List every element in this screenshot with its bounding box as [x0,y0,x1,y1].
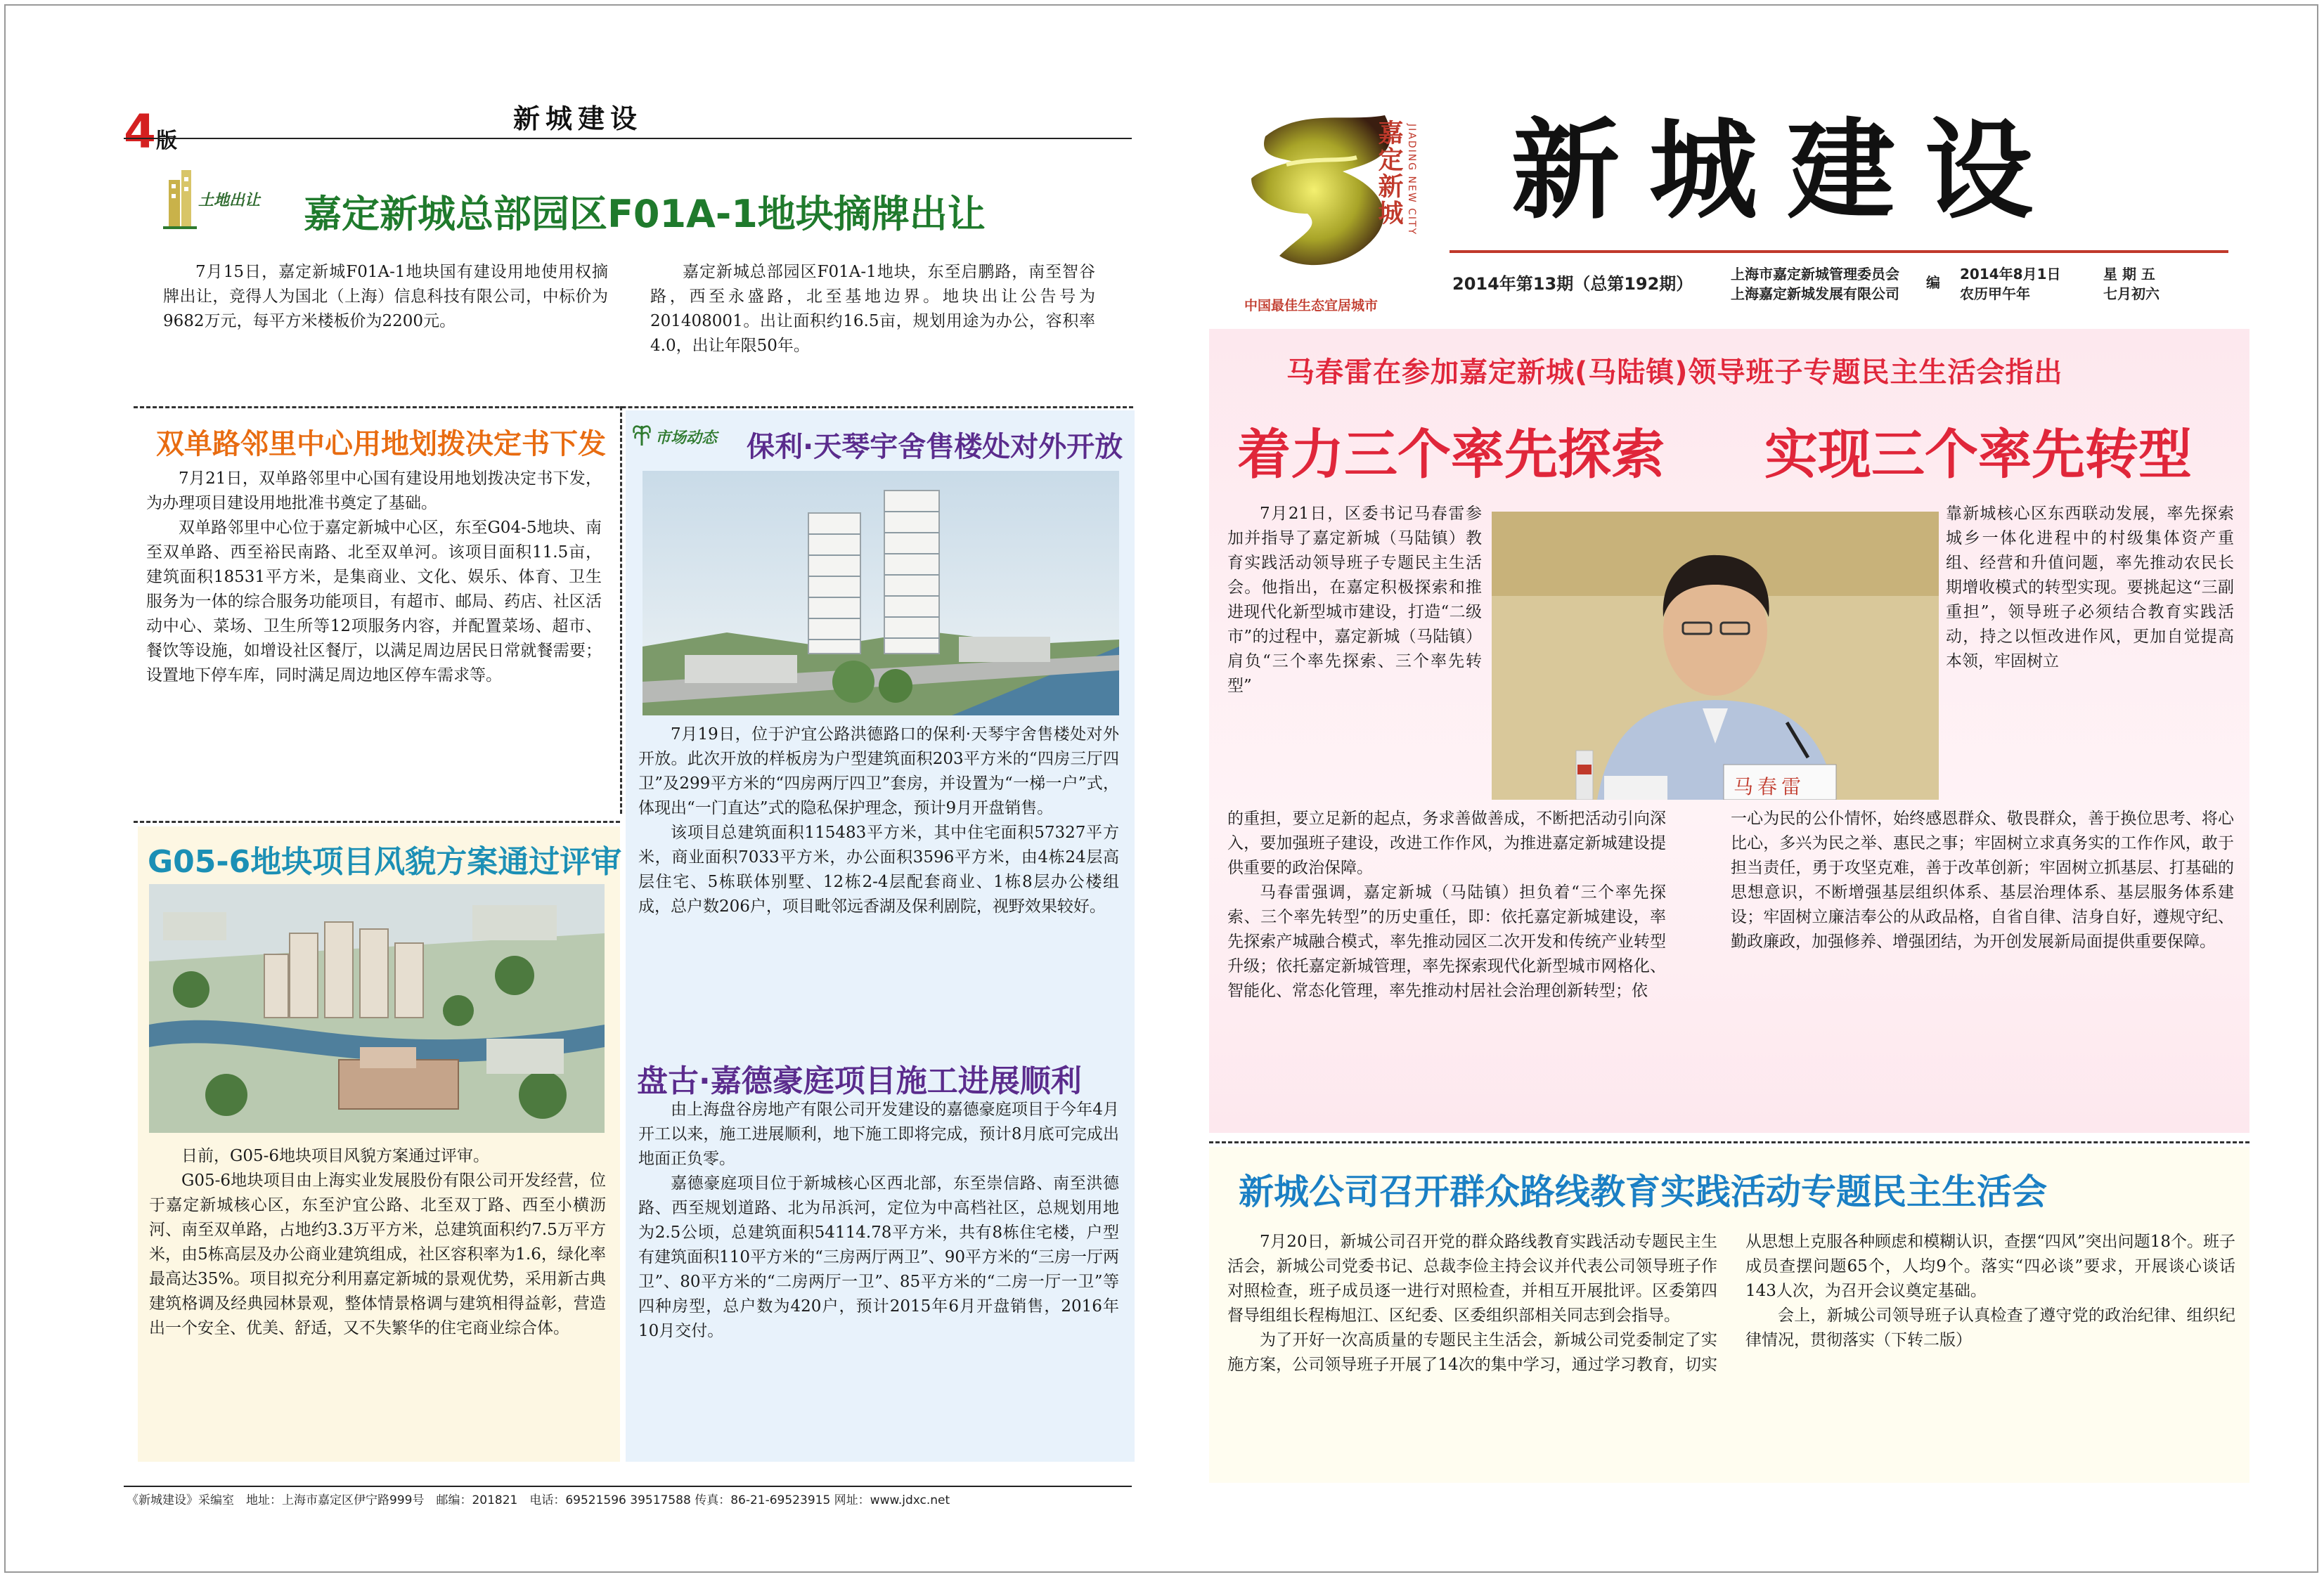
article3-body [638,722,1119,919]
lead-headline-left: 着力三个率先探索 [1237,423,1665,486]
second-paragraph: 会上，新城公司领导班子认真检查了遵守党的政治纪律、组织纪律情况，贯彻落实（下转二版） [1745,1306,2235,1349]
second-paragraph: 7月20日，新城公司召开党的群众路线教育实践活动专题民主生活会，新城公司党委书记、总裁李俭主持会议并代表公司领导班子作对照检查，班子成员逐一进行对照检查，并相互开展批评。区委第四督导组组长程梅旭江、区纪委、区委组织部相关同志到会指导。 [1227,1233,1717,1325]
ma-chunlei-photo [1492,512,1939,800]
article5-paragraph: 嘉德豪庭项目位于新城核心区西北部，东至崇信路、南至洪德路、西至规划道路、北为吊浜河，定位为中高档社区，总规划用地为2.5公顷，总建筑面积54114.78平方米，共有8栋住宅楼，户型有建筑面积110平方米的“三房两厅两卫”、90平方米的“三房一厅两卫”、80平方米的“二房两厅一卫”、85平方米的“二房一厅一卫”等四种房型，总户数为420户，预计2015年6月开盘销售，2016年10月交付。 [638,1174,1119,1340]
jiading-newcity-logo [1237,94,1455,305]
article5-paragraph: 由上海盘谷房地产有限公司开发建设的嘉德豪庭项目于今年4月开工以来，施工进展顺利，地下施工即将完成，预计8月底可完成出地面正负零。 [638,1101,1119,1168]
article2-title: 双单路邻里中心用地划拨决定书下发 [156,428,606,460]
article3-paragraph: 7月19日，位于沪宜公路洪德路口的保利·天琴宇舍售楼处对外开放。此次开放的样板房为户型建筑面积203平方米的“四房三厅四卫”及299平方米的“四房两厅四卫”套房，并设置为“一梯一户”式，体现出“一门直达”式的隐私保护理念，预计9月开盘销售。 [638,725,1119,817]
masthead-title: 新城建设 [1511,107,2063,234]
lunar-year: 农历甲午年 [1960,285,2030,302]
second-paragraph: 为了开好一次高质量的专题民主生活会，新城公司党委制定了实施方案，公司领导班子开展了14次的集中学习，通过学习教育，切实从思想上克服各种顾虑和模糊认识，查摆“四风”突出问题18个。班子成员查摆问题65个，人均9个。落实“四必谈”要求，开展谈心谈话143人次，为召开会议奠定基础。 [1227,1233,2235,1374]
photo-nameplate: 马春雷 [1734,775,1806,798]
article4-title: G05-6地块项目风貌方案通过评审 [148,844,622,880]
issue-number: 2014年第13期（总第192期） [1452,274,1693,294]
page-4 [0,0,1153,1577]
footer-rule [124,1486,1132,1487]
article1-paragraph: 嘉定新城总部园区F01A-1地块，东至启鹏路，南至智谷路，西至永盛路，北至基地边界。地块出让公告号为201408001。出让面积约16.5亩，规划用途为办公，容积率4.0，出让年限50年。 [650,263,1095,355]
lead-paragraph: 7月21日，区委书记马春雷参加并指导了嘉定新城（马陆镇）教育实践活动领导班子专题民主生活会。他指出，在嘉定积极探索和推进现代化新型城市建设，打造“二级市”的过程中，嘉定新城（马陆镇）肩负“三个率先探索、三个率先转型” [1227,505,1482,695]
lead-col-left [1227,502,1482,699]
page-number [124,105,177,164]
page-number-unit: 版 [155,129,177,153]
editor-label: 编 [1926,274,1940,291]
divider [620,406,622,814]
running-head: 新城建设 [513,103,643,134]
article1-title: 嘉定新城总部园区F01A-1地块摘牌出让 [304,192,986,236]
page4-footer: 《新城建设》采编室 地址：上海市嘉定区伊宁路999号 邮编：201821 电话：69521596 39517588 传真：86-21-69523915 网址：www.jdxc.net [127,1493,950,1507]
lead-overline: 马春雷在参加嘉定新城(马陆镇)领导班子专题民主生活会指出 [1286,356,2063,389]
solar-date: 2014年8月1日 [1960,266,2061,283]
lead-paragraph: 马春雷强调，嘉定新城（马陆镇）担负着“三个率先探索、三个率先转型”的历史重任，即：依托嘉定新城建设，率先探索产城融合模式，率先推动园区二次开发和传统产业转型升级；依托嘉定新城管理，率先探索现代化新型城市网格化、智能化、常态化管理，率先推动村居社会治理创新转型；依 [1227,883,1666,1000]
lead-paragraph: 的重担，要立足新的起点，务求善做善成，不断把活动引向深入，要加强班子建设，改进工作作风，为推进嘉定新城建设提供重要的政治保障。 [1227,810,1666,877]
article2-body [146,467,602,688]
land-transfer-icon [163,166,197,231]
article3-title: 保利·天琴宇舍售楼处对外开放 [747,431,1123,463]
lunar-day: 七月初六 [2103,285,2160,302]
article5-title: 盘古·嘉德豪庭项目施工进展顺利 [637,1063,1082,1099]
lead-span-text [1227,807,1666,1004]
page-number-digit: 4 [124,105,156,159]
article1-paragraph: 7月15日，嘉定新城F01A-1地块国有建设用地使用权摘牌出让，竞得人为国北（上海）信息科技有限公司，中标价为9682万元，每平方米楼板价为2200元。 [163,263,608,330]
logo-latin: JIADING NEW CITY [1406,124,1417,236]
article4-paragraph: 日前，G05-6地块项目风貌方案通过评审。 [181,1147,490,1165]
page-1 [1160,0,2324,1577]
second-body [1227,1230,2235,1377]
second-headline: 新城公司召开群众路线教育实践活动专题民主生活会 [1239,1172,2047,1212]
market-news-icon [631,419,652,447]
article1-body [163,260,1095,358]
article1-kicker: 土地出让 [198,192,261,209]
publisher-1: 上海市嘉定新城管理委员会 [1731,266,1899,283]
article4-body [149,1144,606,1341]
article3-kicker: 市场动态 [655,429,718,447]
divider [134,406,1133,408]
article5-body [638,1098,1119,1344]
article3-paragraph: 该项目总建筑面积115483平方米，其中住宅面积57327平方米，商业面积7033平方米，办公面积3596平方米，由4栋24层高层住宅、5栋联体别墅、12栋2-4层配套商业、1栋8层办公楼组成，总户数206户，项目毗邻远香湖及保利剧院，视野效果较好。 [638,824,1119,916]
weekday: 星 期 五 [2103,266,2155,283]
logo-slogan: 中国最佳生态宜居城市 [1244,298,1379,313]
dateline [1450,263,2230,312]
lead-paragraph: 靠新城核心区东西联动发展，率先探索城乡一体化进程中的村级集体资产重组、经营和升值问题，率先推动农民长期增收模式的转型实现。要挑起这“三副重担”，领导班子必须结合教育实践活动，持之以恒改进作风，更加自觉提高本领，牢固树立 [1946,505,2234,670]
g05-rendering-photo [149,884,605,1133]
poly-tower-photo [643,471,1119,715]
running-head-rule [124,138,1132,139]
masthead-rule [1450,250,2228,253]
lead-headline-right: 实现三个率先转型 [1764,423,2192,486]
lead-paragraph: 一心为民的公仆情怀，始终感恩群众、敬畏群众，善于换位思考、将心比心，多兴为民之举、惠民之事；牢固树立求真务实的工作作风，敢于担当责任，勇于攻坚克难，善于改革创新；牢固树立抓基层、打基础的思想意识，不断增强基层组织体系、基层治理体系、基层服务体系建设；牢固树立廉洁奉公的从政品格，自省自律、洁身自好，遵规守纪、勤政廉政，加强修养、增强团结，为开创发展新局面提供重要保障。 [1731,810,2234,951]
lead-col-right-top [1946,502,2234,674]
article2-paragraph: 7月21日，双单路邻里中心国有建设用地划拨决定书下发，为办理项目建设用地批准书奠定了基础。 [146,469,602,512]
lead-col-right-bottom [1731,807,2234,954]
article4-paragraph: G05-6地块项目由上海实业发展股份有限公司开发经营，位于嘉定新城核心区，东至沪宜公路、北至双丁路、西至小横沥河、南至双单路，占地约3.3万平方米，总建筑面积约7.5万平方米，由5栋高层及办公商业建筑组成，社区容积率为1.6，绿化率最高达35%。项目拟充分利用嘉定新城的景观优势，采用新古典建筑格调及经典园林景观，整体情景格调与建筑相得益彰，营造出一个安全、优美、舒适，又不失繁华的住宅商业综合体。 [149,1172,606,1337]
logo-brand: 嘉定新城 [1374,119,1403,226]
article2-paragraph: 双单路邻里中心位于嘉定新城中心区，东至G04-5地块、南至双单路、西至裕民南路、北至双单河。该项目面积11.5亩，建筑面积18531平方米，是集商业、文化、娱乐、体育、卫生服务为一体的综合服务功能项目，有超市、邮局、药店、社区活动中心、菜场、卫生所等12项服务内容，并配置菜场、超市、餐饮等设施，如增设社区餐厅，以满足周边居民日常就餐需要；设置地下停车库，同时满足周边地区停车需求等。 [146,519,602,684]
publisher-2: 上海嘉定新城发展有限公司 [1731,285,1899,302]
divider [134,821,620,823]
divider [1209,1141,2249,1143]
